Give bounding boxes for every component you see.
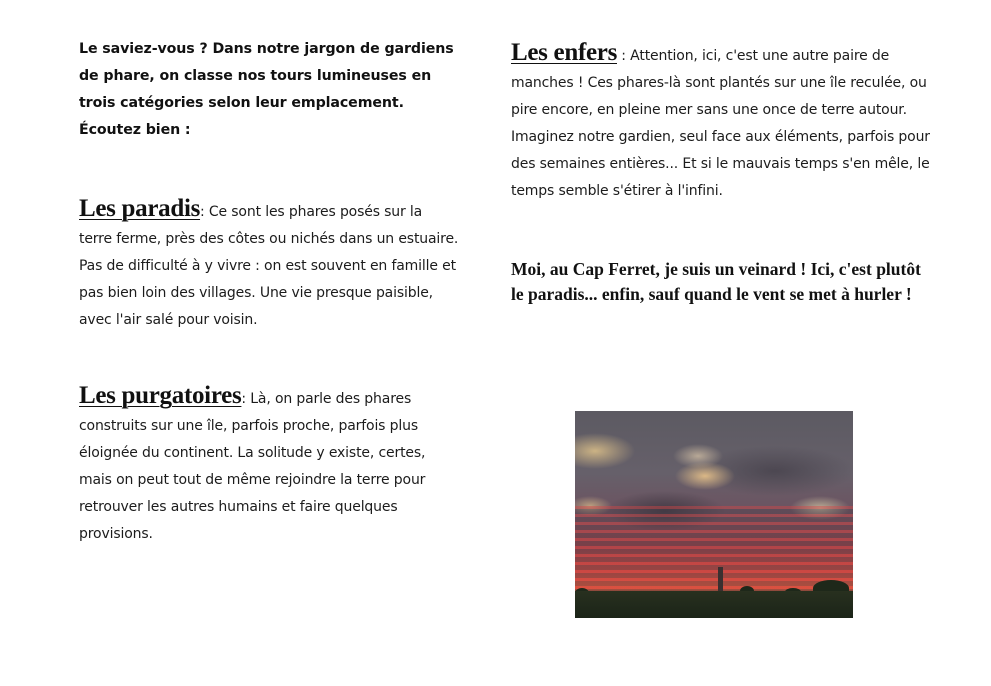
section-paradis (79, 195, 459, 334)
sunset-lighthouse-photo (575, 411, 853, 618)
section-text-paradis: : Ce sont les phares posés sur la terre ferme, près des côtes ou nichés dans un estuaire. Pas de difficulté à y vivre : on est souvent en famille et pas bien loin des villages. Une vie presque paisible, avec l'air salé pour voisin. (79, 204, 459, 328)
section-title-paradis: Les paradis (79, 195, 201, 222)
right-column (511, 36, 931, 306)
section-purgatoires (79, 382, 459, 548)
section-enfers (511, 39, 931, 205)
photo-ground (575, 591, 853, 618)
cap-ferret-quote: Moi, au Cap Ferret, je suis un veinard ! Ici, c'est plutôt le paradis... enfin, sauf quand le vent se met à hurler ! (511, 259, 921, 304)
section-title-enfers: Les enfers (511, 39, 617, 66)
section-text-enfers: : Attention, ici, c'est une autre paire de manches ! Ces phares-là sont plantés sur une île reculée, ou pire encore, en pleine mer sans une once de terre autour. Imaginez notre gardien, seul face aux éléments, parfois pour des semaines entières... Et si le mauvais temps s'en mêle, le temps semble s'étirer à l'infini. (511, 48, 930, 199)
photo-lighthouse-silhouette (718, 567, 723, 593)
section-title-purgatoires: Les purgatoires (79, 382, 242, 409)
left-column (79, 36, 459, 548)
intro-paragraph: Le saviez-vous ? Dans notre jargon de gardiens de phare, on classe nos tours lumineuses en trois catégories selon leur emplacement. Écoutez bien : (79, 41, 454, 138)
photo-red-clouds (575, 506, 853, 591)
section-text-purgatoires: : Là, on parle des phares construits sur une île, parfois proche, parfois plus éloignée du continent. La solitude y existe, certes, mais on peut tout de même rejoindre la terre pour retrouver les autres humains et faire quelques provisions. (79, 391, 426, 542)
